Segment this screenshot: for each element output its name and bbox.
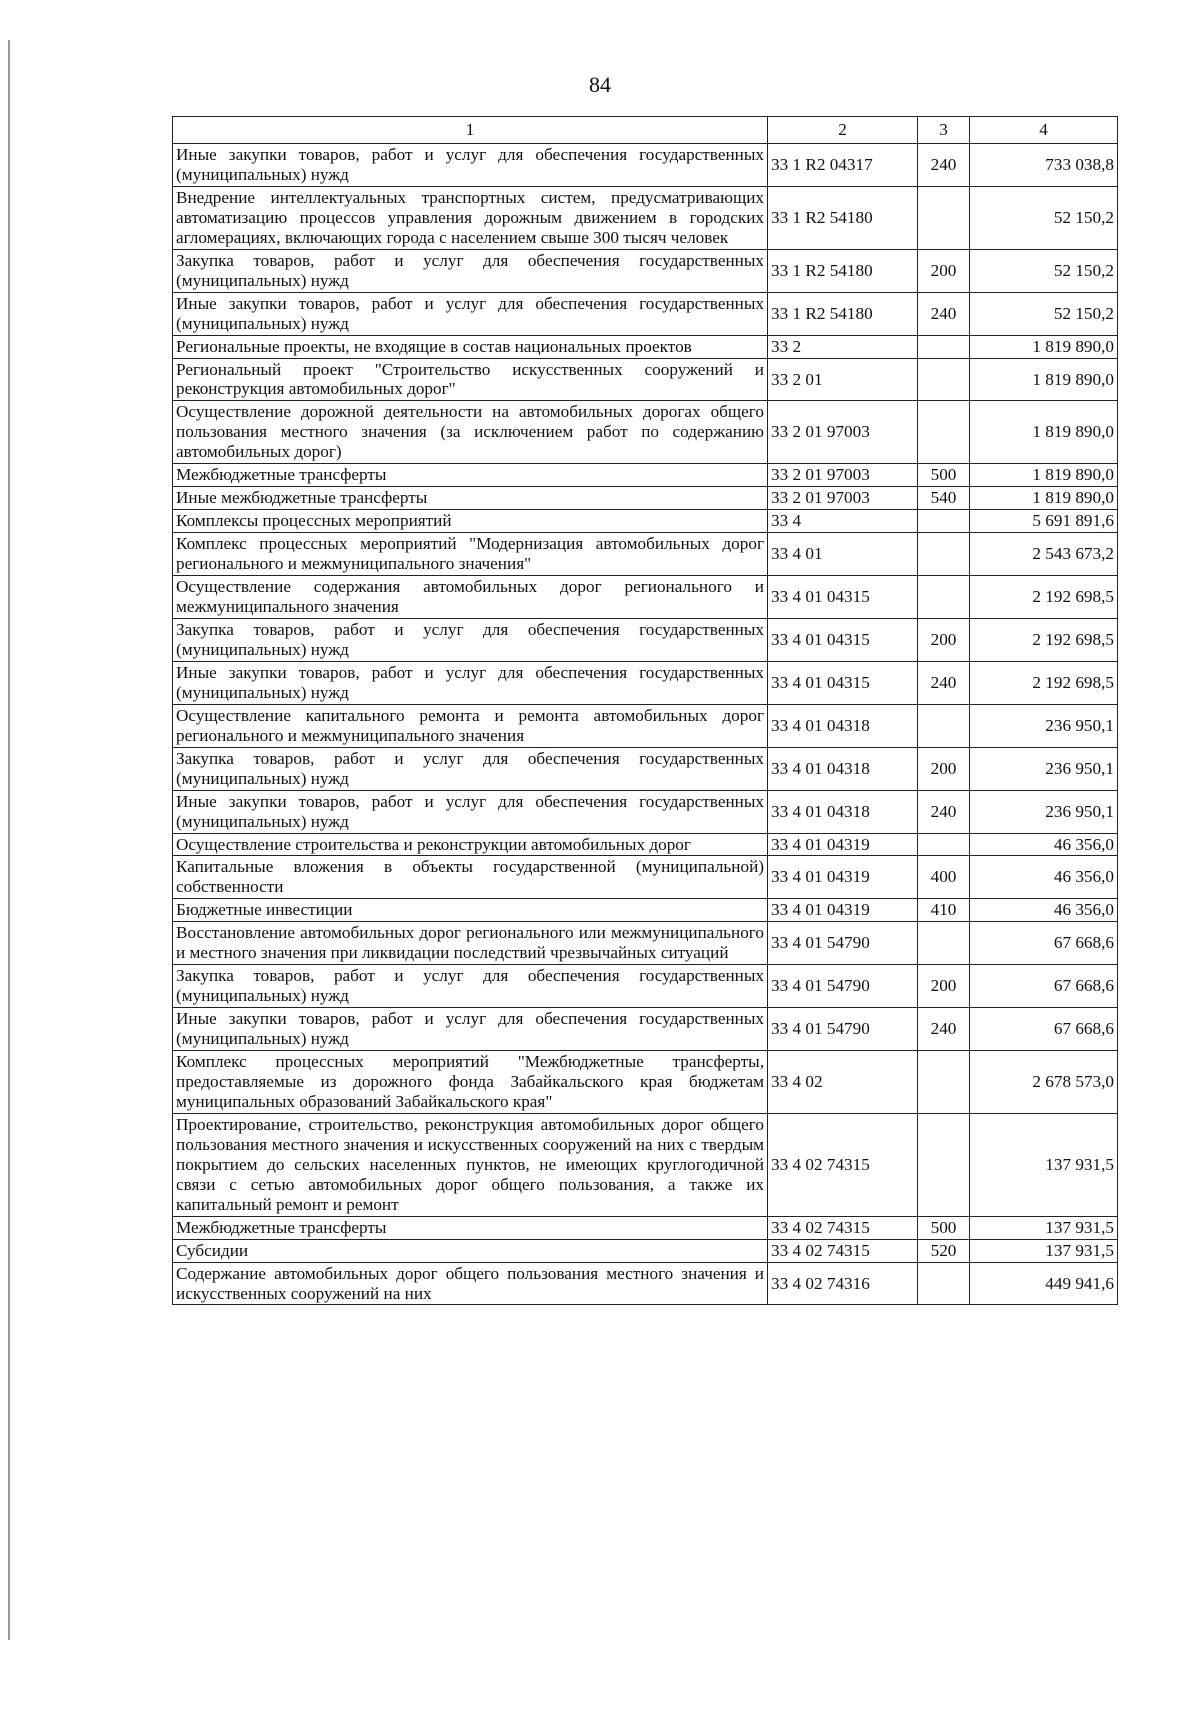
row-name-cell: Региональные проекты, не входящие в состав национальных проектов xyxy=(173,335,768,358)
row-type-cell: 200 xyxy=(918,747,970,790)
row-code-cell: 33 4 01 04315 xyxy=(768,618,918,661)
row-type-cell xyxy=(918,704,970,747)
row-name-cell: Содержание автомобильных дорог общего пользования местного значения и искусственных сооружений на них xyxy=(173,1262,768,1305)
row-type-cell: 240 xyxy=(918,790,970,833)
row-type-cell xyxy=(918,186,970,249)
row-code-cell: 33 4 01 04318 xyxy=(768,704,918,747)
row-name-cell: Субсидии xyxy=(173,1239,768,1262)
row-name-cell: Иные закупки товаров, работ и услуг для обеспечения государственных (муниципальных) нужд xyxy=(173,661,768,704)
row-amount-cell: 236 950,1 xyxy=(970,747,1118,790)
table-row xyxy=(173,487,1118,510)
row-type-cell xyxy=(918,335,970,358)
row-name-cell: Бюджетные инвестиции xyxy=(173,899,768,922)
table-row xyxy=(173,576,1118,619)
row-amount-cell: 2 192 698,5 xyxy=(970,618,1118,661)
row-code-cell: 33 2 01 97003 xyxy=(768,487,918,510)
row-name-cell: Закупка товаров, работ и услуг для обеспечения государственных (муниципальных) нужд xyxy=(173,965,768,1008)
row-amount-cell: 46 356,0 xyxy=(970,833,1118,856)
row-code-cell: 33 4 01 04315 xyxy=(768,661,918,704)
table-row xyxy=(173,249,1118,292)
table-row xyxy=(173,533,1118,576)
row-amount-cell: 1 819 890,0 xyxy=(970,358,1118,401)
row-name-cell: Иные закупки товаров, работ и услуг для обеспечения государственных (муниципальных) нужд xyxy=(173,790,768,833)
row-amount-cell: 52 150,2 xyxy=(970,292,1118,335)
row-type-cell: 400 xyxy=(918,856,970,899)
row-type-cell xyxy=(918,1262,970,1305)
row-type-cell: 240 xyxy=(918,144,970,187)
row-amount-cell: 2 678 573,0 xyxy=(970,1051,1118,1114)
budget-table-body xyxy=(173,144,1118,1305)
row-name-cell: Закупка товаров, работ и услуг для обеспечения государственных (муниципальных) нужд xyxy=(173,249,768,292)
row-code-cell: 33 4 01 54790 xyxy=(768,965,918,1008)
row-amount-cell: 733 038,8 xyxy=(970,144,1118,187)
row-code-cell: 33 4 01 04319 xyxy=(768,899,918,922)
table-row xyxy=(173,1113,1118,1216)
table-row xyxy=(173,922,1118,965)
table-row xyxy=(173,790,1118,833)
row-type-cell xyxy=(918,358,970,401)
row-amount-cell: 137 931,5 xyxy=(970,1113,1118,1216)
row-amount-cell: 46 356,0 xyxy=(970,856,1118,899)
row-type-cell: 410 xyxy=(918,899,970,922)
row-name-cell: Осуществление дорожной деятельности на автомобильных дорогах общего пользования местного значения (за исключением работ по содержанию автомобильных дорог) xyxy=(173,401,768,464)
table-row xyxy=(173,1239,1118,1262)
row-code-cell: 33 1 R2 54180 xyxy=(768,186,918,249)
table-row xyxy=(173,661,1118,704)
row-name-cell: Межбюджетные трансферты xyxy=(173,1216,768,1239)
row-type-cell: 540 xyxy=(918,487,970,510)
row-name-cell: Межбюджетные трансферты xyxy=(173,464,768,487)
table-row xyxy=(173,1216,1118,1239)
row-code-cell: 33 4 02 74315 xyxy=(768,1113,918,1216)
row-type-cell: 240 xyxy=(918,1008,970,1051)
row-name-cell: Комплексы процессных мероприятий xyxy=(173,510,768,533)
row-name-cell: Осуществление содержания автомобильных дорог регионального и межмуниципального значения xyxy=(173,576,768,619)
row-name-cell: Проектирование, строительство, реконструкция автомобильных дорог общего пользования местного значения и искусственных сооружений на них с твердым покрытием до сельских населенных пунктов, не имеющих круглогодичной связи с сетью автомобильных дорог общего пользования, а также их капитальный ремонт и ремонт xyxy=(173,1113,768,1216)
row-amount-cell: 52 150,2 xyxy=(970,249,1118,292)
table-row xyxy=(173,965,1118,1008)
row-type-cell xyxy=(918,922,970,965)
row-name-cell: Внедрение интеллектуальных транспортных систем, предусматривающих автоматизацию процессов управления дорожным движением в городских агломерациях, включающих города с населением свыше 300 тысяч человек xyxy=(173,186,768,249)
row-amount-cell: 5 691 891,6 xyxy=(970,510,1118,533)
row-type-cell xyxy=(918,833,970,856)
row-code-cell: 33 4 02 74315 xyxy=(768,1216,918,1239)
table-row xyxy=(173,464,1118,487)
scan-edge-line xyxy=(8,40,10,1640)
table-row xyxy=(173,747,1118,790)
row-code-cell: 33 4 01 04318 xyxy=(768,790,918,833)
row-code-cell: 33 4 01 04315 xyxy=(768,576,918,619)
row-amount-cell: 236 950,1 xyxy=(970,704,1118,747)
row-amount-cell: 137 931,5 xyxy=(970,1216,1118,1239)
table-row xyxy=(173,510,1118,533)
row-code-cell: 33 2 01 97003 xyxy=(768,401,918,464)
row-code-cell: 33 2 01 97003 xyxy=(768,464,918,487)
table-row xyxy=(173,1262,1118,1305)
row-code-cell: 33 4 01 54790 xyxy=(768,1008,918,1051)
row-amount-cell: 67 668,6 xyxy=(970,922,1118,965)
row-amount-cell: 2 192 698,5 xyxy=(970,576,1118,619)
row-code-cell: 33 1 R2 04317 xyxy=(768,144,918,187)
row-name-cell: Осуществление строительства и реконструкции автомобильных дорог xyxy=(173,833,768,856)
row-type-cell: 240 xyxy=(918,292,970,335)
row-amount-cell: 137 931,5 xyxy=(970,1239,1118,1262)
row-code-cell: 33 2 01 xyxy=(768,358,918,401)
row-code-cell: 33 4 01 04319 xyxy=(768,833,918,856)
page-number: 84 xyxy=(589,72,611,97)
row-code-cell: 33 4 xyxy=(768,510,918,533)
column-header-code: 2 xyxy=(768,117,918,144)
row-name-cell: Иные закупки товаров, работ и услуг для обеспечения государственных (муниципальных) нужд xyxy=(173,292,768,335)
row-code-cell: 33 4 01 04318 xyxy=(768,747,918,790)
row-type-cell xyxy=(918,533,970,576)
row-name-cell: Иные закупки товаров, работ и услуг для обеспечения государственных (муниципальных) нужд xyxy=(173,144,768,187)
row-type-cell xyxy=(918,401,970,464)
row-type-cell xyxy=(918,510,970,533)
table-row xyxy=(173,144,1118,187)
row-amount-cell: 52 150,2 xyxy=(970,186,1118,249)
row-code-cell: 33 4 02 74315 xyxy=(768,1239,918,1262)
row-type-cell: 240 xyxy=(918,661,970,704)
row-type-cell: 520 xyxy=(918,1239,970,1262)
row-type-cell: 200 xyxy=(918,249,970,292)
row-name-cell: Региональный проект "Строительство искусственных сооружений и реконструкция автомобильных дорог" xyxy=(173,358,768,401)
budget-table xyxy=(172,116,1118,1305)
table-row xyxy=(173,899,1118,922)
table-row xyxy=(173,358,1118,401)
row-code-cell: 33 4 02 xyxy=(768,1051,918,1114)
row-amount-cell: 2 192 698,5 xyxy=(970,661,1118,704)
row-name-cell: Закупка товаров, работ и услуг для обеспечения государственных (муниципальных) нужд xyxy=(173,747,768,790)
row-code-cell: 33 4 01 xyxy=(768,533,918,576)
row-code-cell: 33 4 02 74316 xyxy=(768,1262,918,1305)
column-header-amount: 4 xyxy=(970,117,1118,144)
row-name-cell: Закупка товаров, работ и услуг для обеспечения государственных (муниципальных) нужд xyxy=(173,618,768,661)
row-code-cell: 33 1 R2 54180 xyxy=(768,249,918,292)
row-amount-cell: 46 356,0 xyxy=(970,899,1118,922)
row-amount-cell: 67 668,6 xyxy=(970,965,1118,1008)
table-row xyxy=(173,704,1118,747)
row-name-cell: Комплекс процессных мероприятий "Межбюджетные трансферты, предоставляемые из дорожного фонда Забайкальского края бюджетам муниципальных образований Забайкальского края" xyxy=(173,1051,768,1114)
column-number-header-row xyxy=(173,117,1118,144)
row-amount-cell: 67 668,6 xyxy=(970,1008,1118,1051)
row-name-cell: Комплекс процессных мероприятий "Модернизация автомобильных дорог регионального и межмуниципального значения" xyxy=(173,533,768,576)
row-name-cell: Иные закупки товаров, работ и услуг для обеспечения государственных (муниципальных) нужд xyxy=(173,1008,768,1051)
table-row xyxy=(173,833,1118,856)
table-row xyxy=(173,335,1118,358)
row-amount-cell: 1 819 890,0 xyxy=(970,487,1118,510)
table-row xyxy=(173,618,1118,661)
row-amount-cell: 449 941,6 xyxy=(970,1262,1118,1305)
row-code-cell: 33 4 01 54790 xyxy=(768,922,918,965)
table-row xyxy=(173,1051,1118,1114)
row-type-cell: 200 xyxy=(918,618,970,661)
table-row xyxy=(173,292,1118,335)
column-header-name: 1 xyxy=(173,117,768,144)
row-type-cell: 500 xyxy=(918,1216,970,1239)
row-amount-cell: 236 950,1 xyxy=(970,790,1118,833)
row-name-cell: Капитальные вложения в объекты государственной (муниципальной) собственности xyxy=(173,856,768,899)
row-name-cell: Иные межбюджетные трансферты xyxy=(173,487,768,510)
table-row xyxy=(173,401,1118,464)
row-code-cell: 33 1 R2 54180 xyxy=(768,292,918,335)
row-code-cell: 33 4 01 04319 xyxy=(768,856,918,899)
row-type-cell xyxy=(918,1051,970,1114)
row-name-cell: Восстановление автомобильных дорог регионального или межмуниципального и местного значения при ликвидации последствий чрезвычайных ситуаций xyxy=(173,922,768,965)
table-row xyxy=(173,1008,1118,1051)
row-type-cell: 500 xyxy=(918,464,970,487)
table-row xyxy=(173,856,1118,899)
row-name-cell: Осуществление капитального ремонта и ремонта автомобильных дорог регионального и межмуниципального значения xyxy=(173,704,768,747)
row-amount-cell: 1 819 890,0 xyxy=(970,464,1118,487)
row-type-cell: 200 xyxy=(918,965,970,1008)
row-type-cell xyxy=(918,576,970,619)
row-amount-cell: 2 543 673,2 xyxy=(970,533,1118,576)
table-row xyxy=(173,186,1118,249)
column-header-type: 3 xyxy=(918,117,970,144)
row-type-cell xyxy=(918,1113,970,1216)
row-code-cell: 33 2 xyxy=(768,335,918,358)
row-amount-cell: 1 819 890,0 xyxy=(970,335,1118,358)
row-amount-cell: 1 819 890,0 xyxy=(970,401,1118,464)
